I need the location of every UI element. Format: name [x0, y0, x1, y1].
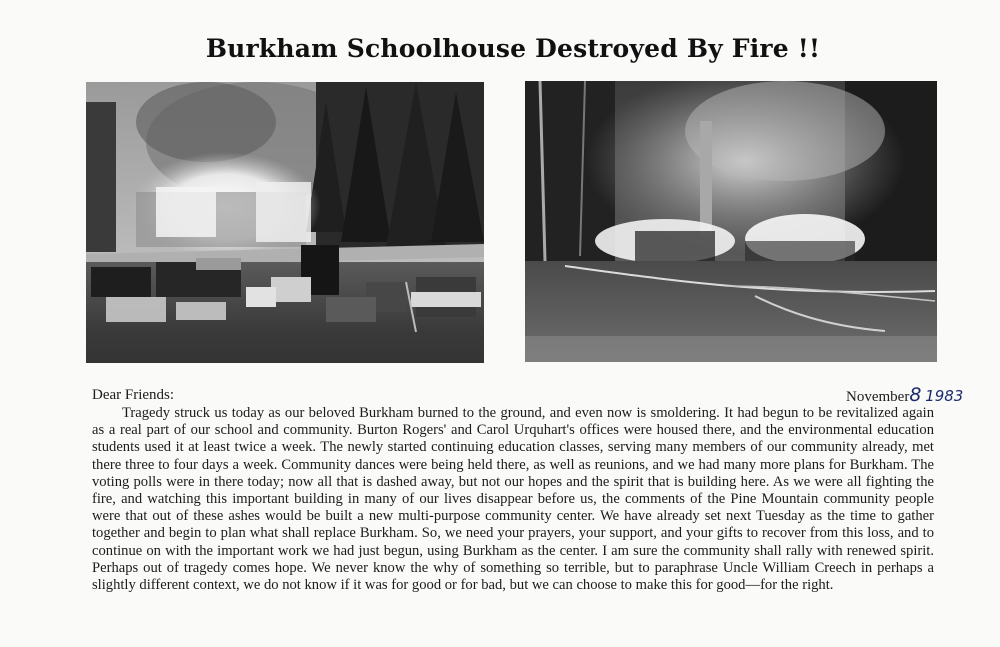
fire-photo-left — [86, 82, 484, 363]
date-year-handwritten: 1983 — [925, 387, 964, 405]
letter-salutation: Dear Friends: — [92, 387, 175, 403]
letter-body: Tragedy struck us today as our beloved Burkham burned to the ground, and even now is smoldering. It had begun to be revitalized again as a real part of our school and community. Burton Rogers' and Carol Urquhart's offices were housed there, and the environmental education students used it at least twice a week. The newly started continuing education classes, serving many members of our community already, met there three to four days a week. Community dances were being held there, as well as reunions, and we had many more plans for Burkham. The voting polls were in there today; now all that is dashed away, but not our hopes and the spirit that is building here. As we were all fighting the fire, and watching this important building in many of our lives disappear before us, the comments of the Pine Mountain community people were that out of these ashes would be built a new multi-purpose community center. We have already set next Tuesday as the time to gather together and begin to plan what shall replace Burkham. So, we need your prayers, your support, and your gifts to recover from this loss, and to continue on with the important work we had just begun, using Burkham as the center. I am sure the community shall rally with renewed spirit. Perhaps out of tragedy comes hope. We never know the why of something so terrible, but to paraphrase Uncle William Creech in perhaps a slightly different context, we do not know if it was for good or for bad, but we can choose to make this for good—for the right. — [92, 405, 934, 594]
date-month: November — [846, 389, 910, 405]
date-day-handwritten: 8 — [909, 384, 922, 406]
fire-photo-right — [525, 81, 937, 362]
page-title: Burkham Schoolhouse Destroyed By Fire !! — [205, 34, 821, 63]
letter-date — [846, 384, 963, 406]
